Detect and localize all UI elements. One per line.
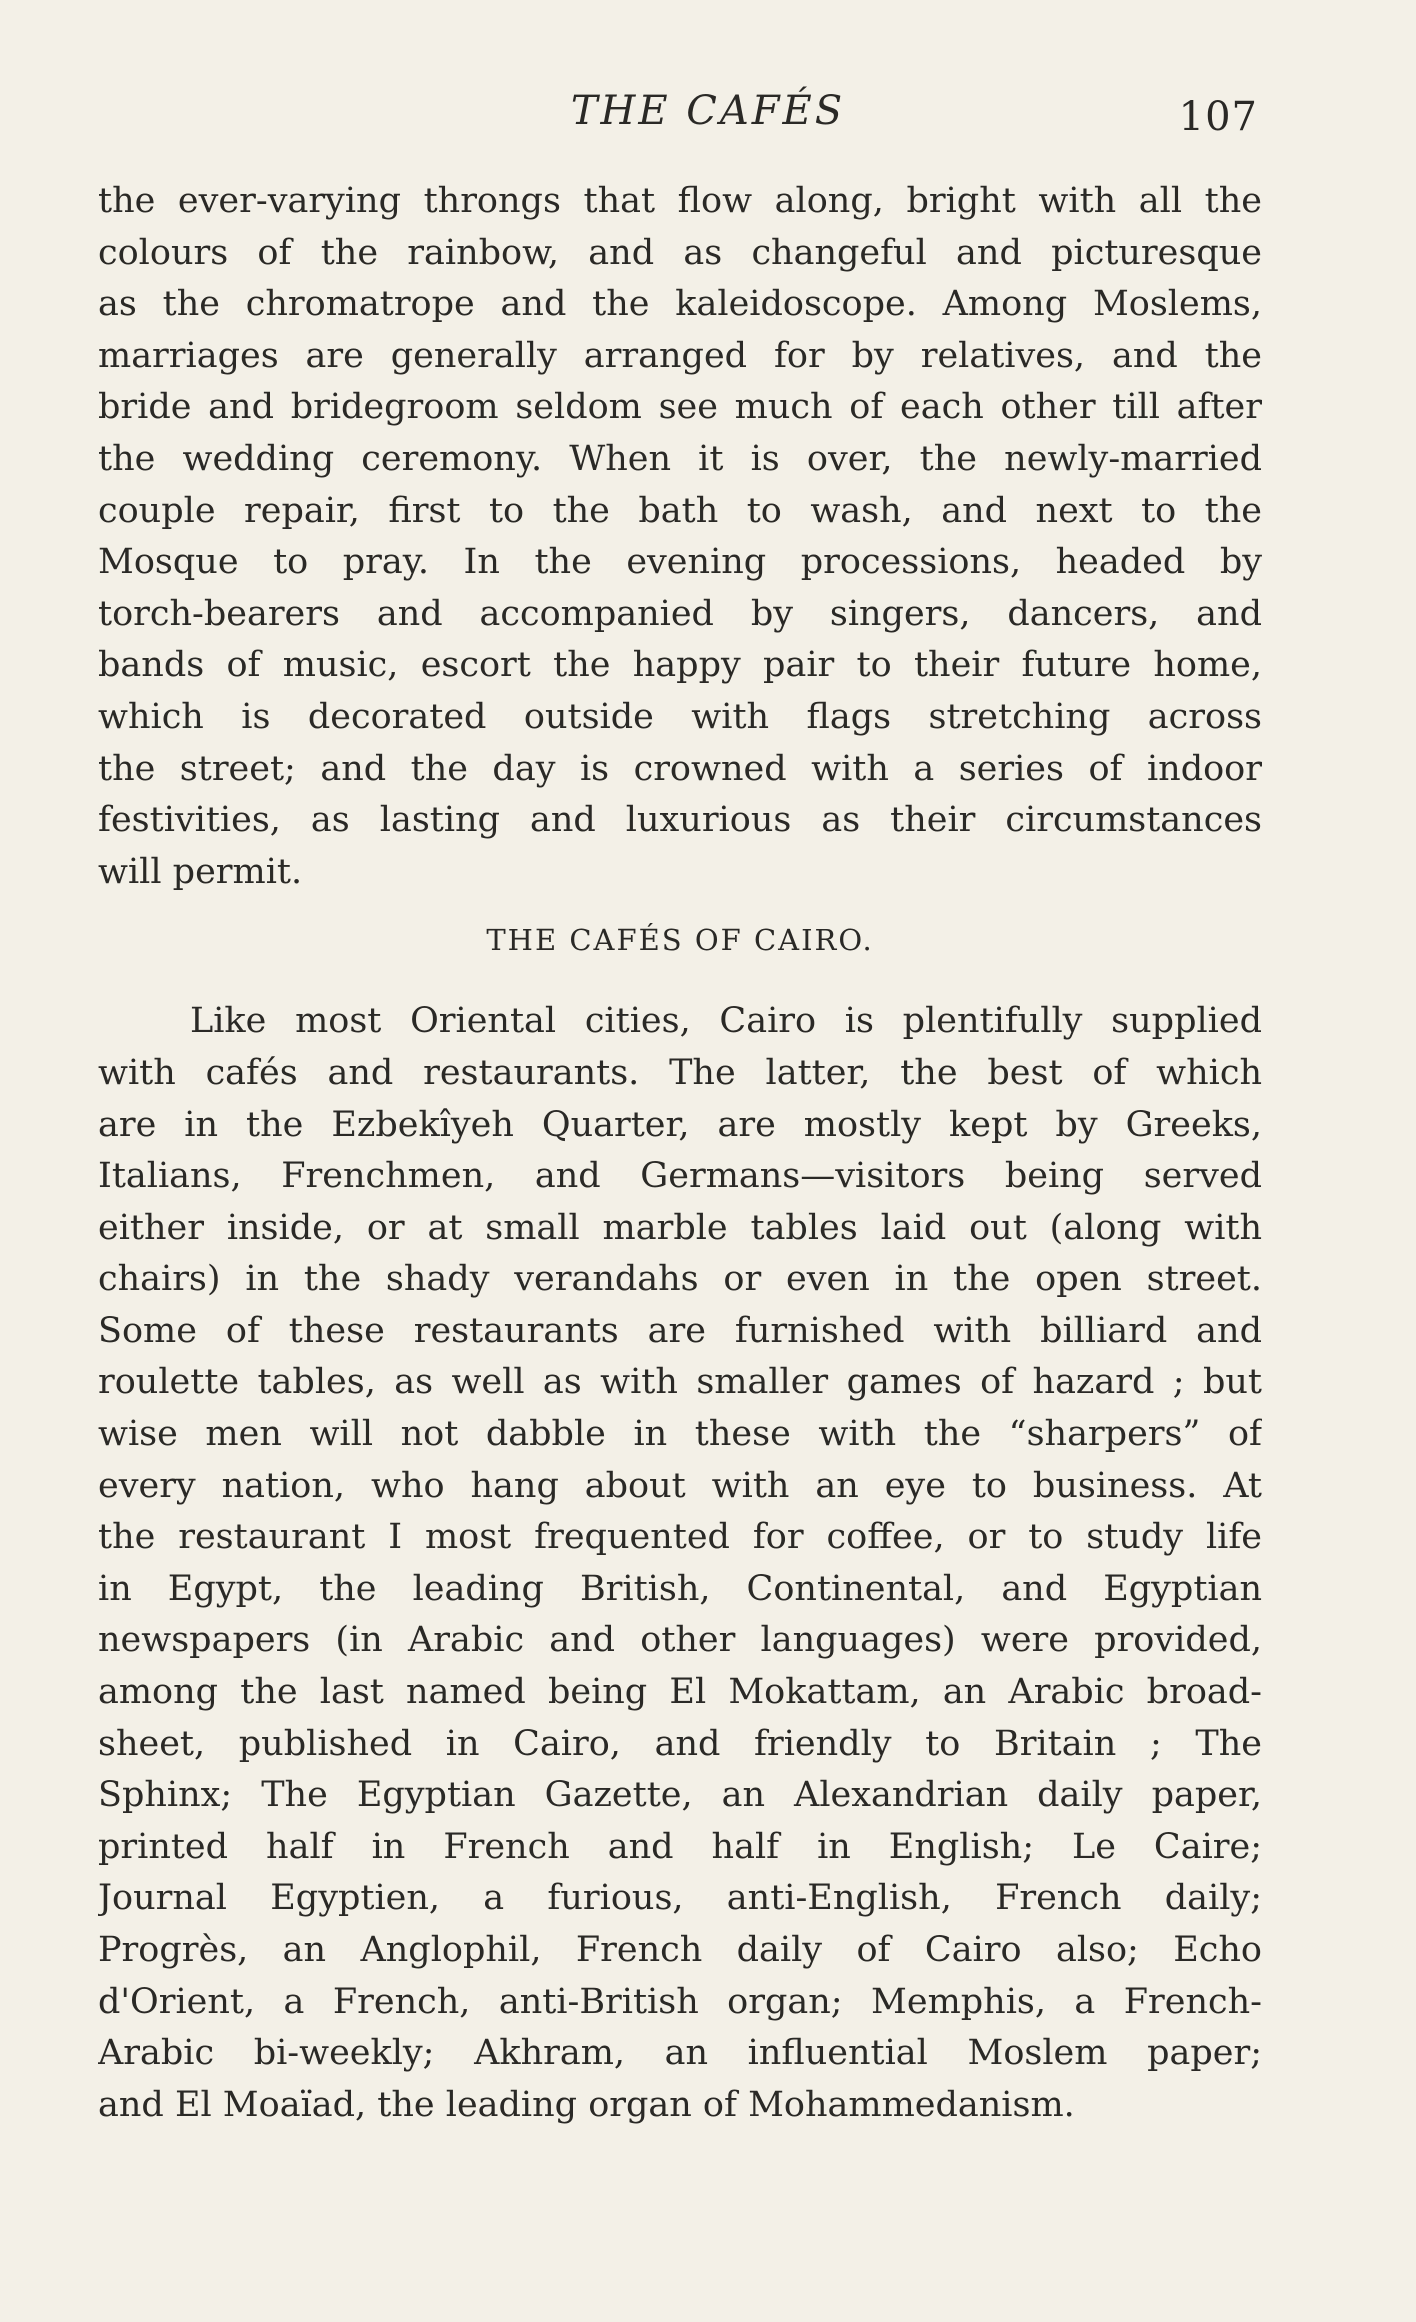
paragraph-continued <box>98 176 1262 898</box>
text-line: every nation, who hang about with an eye to business. At <box>98 1465 1262 1506</box>
text-line: either inside, or at small marble tables laid out (along with <box>98 1207 1262 1248</box>
text-line: wise men will not dabble in these with the “sharpers” of <box>98 1414 1262 1455</box>
text-line: are in the Ezbekîyeh Quarter, are mostly kept by Greeks, <box>98 1104 1262 1145</box>
text-line: sheet, published in Cairo, and friendly to Britain ; The <box>98 1723 1262 1764</box>
text-line: the restaurant I most frequented for coffee, or to study life <box>98 1517 1262 1558</box>
paragraph <box>98 996 1262 2131</box>
text-line: printed half in French and half in English; Le Caire; <box>98 1826 1262 1867</box>
text-line: marriages are generally arranged for by relatives, and the <box>98 335 1262 376</box>
text-line: as the chromatrope and the kaleidoscope. Among Moslems, <box>98 284 1262 325</box>
text-line: chairs) in the shady verandahs or even in the open street. <box>98 1259 1262 1300</box>
text-line: and El Moaïad, the leading organ of Mohammedanism. <box>98 2084 1075 2125</box>
text-line: Progrès, an Anglophil, French daily of Cairo also; Echo <box>98 1930 1262 1970</box>
text-block <box>98 176 1262 2131</box>
text-line: Like most Oriental cities, Cairo is plentifully supplied <box>190 1001 1262 1042</box>
section-heading: THE CAFÉS OF CAIRO. <box>486 923 874 958</box>
text-line: festivities, as lasting and luxurious as their circumstances <box>98 800 1262 841</box>
text-line: torch-bearers and accompanied by singers, dancers, and <box>98 593 1262 634</box>
text-line: Italians, Frenchmen, and Germans—visitors being served <box>98 1156 1262 1197</box>
text-line: in Egypt, the leading British, Continental, and Egyptian <box>98 1568 1262 1609</box>
text-line: the wedding ceremony. When it is over, the newly-married <box>98 438 1262 479</box>
text-line: will permit. <box>98 851 303 892</box>
text-line: among the last named being El Mokattam, an Arabic broad- <box>98 1672 1262 1713</box>
text-line: bands of music, escort the happy pair to their future home, <box>98 645 1262 686</box>
text-line: Mosque to pray. In the evening processions, headed by <box>98 542 1262 583</box>
text-line: d'Orient, a French, anti-British organ; Memphis, a French- <box>98 1981 1262 2022</box>
text-line: bride and bridegroom seldom see much of each other till after <box>98 387 1262 428</box>
running-title: THE CAFÉS <box>570 88 846 134</box>
text-line: Journal Egyptien, a furious, anti-English, French daily; <box>98 1878 1262 1919</box>
text-line: roulette tables, as well as with smaller games of hazard ; but <box>98 1362 1262 1403</box>
running-head <box>0 88 1416 148</box>
text-line: newspapers (in Arabic and other languages) were provided, <box>98 1620 1262 1661</box>
text-line: Arabic bi-weekly; Akhram, an influential Moslem paper; <box>98 2033 1262 2074</box>
text-line: which is decorated outside with flags stretching across <box>98 696 1262 737</box>
text-line: with cafés and restaurants. The latter, the best of which <box>98 1052 1262 1093</box>
page-number: 107 <box>1178 94 1258 140</box>
text-line: Some of these restaurants are furnished with billiard and <box>98 1310 1262 1351</box>
text-line: Sphinx; The Egyptian Gazette, an Alexandrian daily paper, <box>98 1775 1262 1816</box>
text-line: the ever-varying throngs that flow along, bright with all the <box>98 181 1262 221</box>
text-line: colours of the rainbow, and as changeful and picturesque <box>98 232 1262 273</box>
text-line: the street; and the day is crowned with a series of indoor <box>98 748 1262 789</box>
text-line: couple repair, first to the bath to wash, and next to the <box>98 490 1262 531</box>
